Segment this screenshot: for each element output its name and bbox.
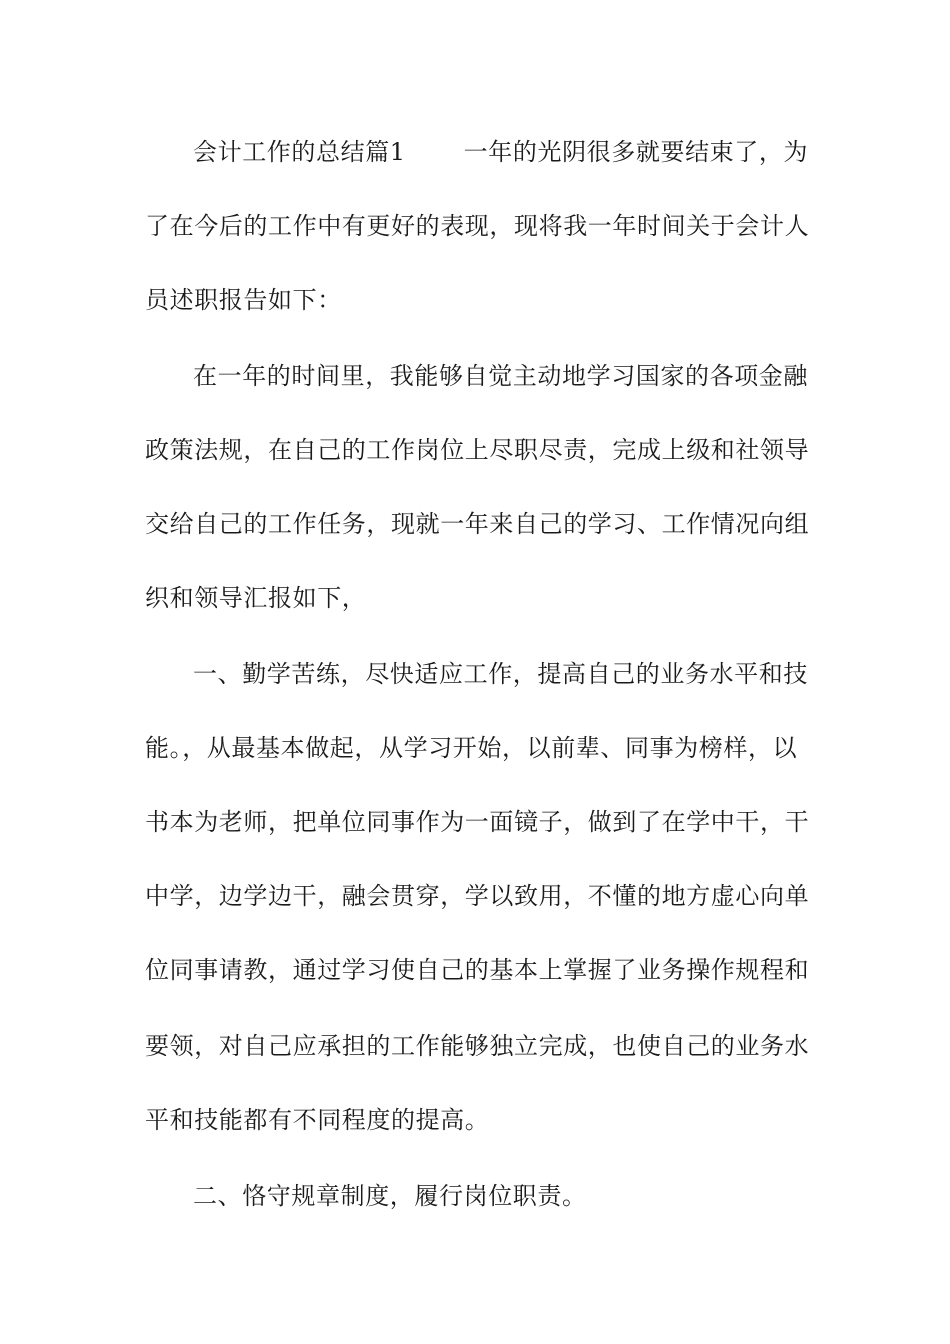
paragraph-3-line-6: 要领，对自己应承担的工作能够独立完成，也使自己的业务水	[145, 1032, 810, 1060]
paragraph-3-line-3: 书本为老师，把单位同事作为一面镜子，做到了在学中干，干	[145, 808, 810, 836]
paragraph-3-line-1: 一、勤学苦练，尽快适应工作，提高自己的业务水平和技	[193, 660, 808, 688]
document-title-line	[193, 134, 808, 170]
paragraph-1-line-2: 了在今后的工作中有更好的表现，现将我一年时间关于会计人	[145, 212, 810, 240]
paragraph-2-line-4: 织和领导汇报如下，	[145, 584, 367, 612]
paragraph-3-line-7: 平和技能都有不同程度的提高。	[145, 1106, 490, 1134]
document-title: 会计工作的总结篇1	[193, 138, 406, 166]
paragraph-2-line-3: 交给自己的工作任务，现就一年来自己的学习、工作情况向组	[145, 510, 810, 538]
paragraph-3-line-2: 能。，从最基本做起，从学习开始，以前辈、同事为榜样，以	[145, 734, 798, 762]
paragraph-2-line-2: 政策法规，在自己的工作岗位上尽职尽责，完成上级和社领导	[145, 436, 810, 464]
paragraph-3-line-4: 中学，边学边干，融会贯穿，学以致用，不懂的地方虚心向单	[145, 882, 810, 910]
paragraph-1-line-3: 员述职报告如下：	[145, 286, 342, 314]
paragraph-2-line-1: 在一年的时间里，我能够自觉主动地学习国家的各项金融	[193, 362, 808, 390]
paragraph-3-line-5: 位同事请教，通过学习使自己的基本上掌握了业务操作规程和	[145, 956, 810, 984]
paragraph-4-line-1: 二、恪守规章制度，履行岗位职责。	[193, 1182, 587, 1210]
paragraph-1-start: 一年的光阴很多就要结束了，为	[463, 138, 809, 166]
